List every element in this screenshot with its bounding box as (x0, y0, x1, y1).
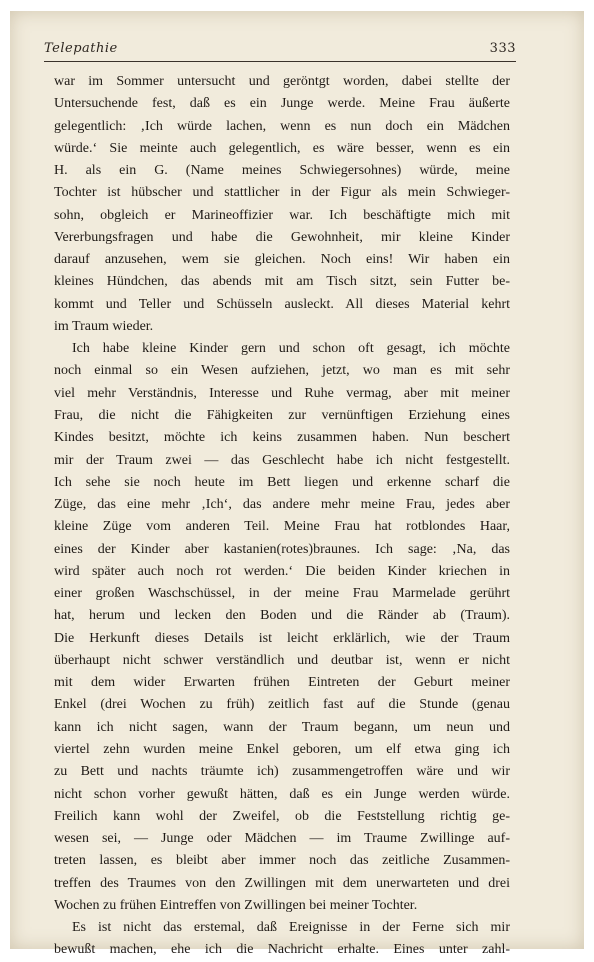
text-line: Frau, die nicht die Fähigkeiten zur vernünftigen Erziehung eines (54, 407, 510, 423)
text-line: Kindes besitzt, möchte ich keins zusammen haben. Nun beschert (54, 430, 510, 446)
text-line: im Traum wieder. (54, 318, 154, 334)
text-line: darauf anzusehen, wem sie gleichen. Noch eins! Wir haben ein (54, 252, 510, 268)
text-line: Ich sehe sie noch heute im Bett liegen und erkenne scharf die (54, 474, 510, 490)
text-line: Wochen zu frühen Eintreffen von Zwillingen bei meiner Tochter. (54, 897, 418, 913)
body-text (54, 71, 510, 962)
text-line: wird später auch noch rot werden.‘ Die beiden Kinder kriechen in (54, 563, 510, 579)
text-line: treten lassen, es bleibt aber immer noch das zeitliche Zusammen- (54, 853, 510, 869)
text-line: Untersuchende fest, daß es ein Junge werde. Meine Frau äußerte (54, 96, 510, 112)
text-line: mit dem wider Erwarten frühen Eintreten der Geburt meiner (54, 675, 510, 691)
text-line: mir der Traum zwei — das Geschlecht habe ich nicht festgestellt. (54, 452, 510, 468)
text-line: würde.‘ Sie meinte auch gelegentlich, es wäre besser, wenn es ein (54, 140, 510, 156)
text-line: Enkel (drei Wochen zu früh) zeitlich fast auf die Stunde (genau (54, 697, 510, 713)
text-line: war im Sommer untersucht und geröntgt worden, dabei stellte der (54, 74, 510, 89)
text-line: kommt und Teller und Schüsseln ausleckt. All dieses Material kehrt (54, 296, 510, 312)
text-line: sohn, obgleich er Marineoffizier war. Ich beschäftigte mich mit (54, 207, 510, 223)
text-line: Züge, das eine mehr ‚Ich‘, das andere mehr meine Frau, jedes aber (54, 497, 510, 513)
text-line: hat, herum und lecken den Boden und die Ränder ab (Traum). (54, 608, 510, 624)
text-line: noch einmal so ein Wesen aufziehen, jetzt, wo man es mit sehr (54, 363, 510, 379)
text-line: treffen des Traumes von den Zwillingen mit dem unerwarteten und drei (54, 875, 510, 891)
running-head (44, 41, 516, 59)
page-number: 333 (489, 41, 516, 56)
text-line: eines der Kinder aber kastanien(rotes)braunes. Ich sage: ‚Na, das (54, 541, 510, 557)
text-line: viel mehr Verständnis, Interesse und Ruhe vermag, aber mit meiner (54, 385, 510, 401)
running-head-title: Telepathie (44, 41, 118, 56)
text-line: kann ich nicht sagen, wann der Traum begann, um neun und (54, 719, 510, 735)
text-line: gelegentlich: ‚Ich würde lachen, wenn es nun doch ein Mädchen (54, 118, 510, 134)
text-line: bewußt machen, ehe ich die Nachricht erhalte. Eines unter zahl- (54, 942, 510, 958)
text-line: Die Herkunft dieses Details ist leicht erklärlich, wie der Traum (54, 630, 510, 646)
text-line: wesen sei, — Junge oder Mädchen — im Traume Zwillinge auf- (54, 831, 510, 847)
text-line: überhaupt nicht schwer verständlich und deutbar ist, wenn er nicht (54, 652, 510, 668)
text-line: nicht schon vorher gewußt hätten, daß es ein Junge werden würde. (54, 786, 510, 802)
text-line: Ich habe kleine Kinder gern und schon oft gesagt, ich möchte (72, 341, 510, 357)
text-line: Freilich kann wohl der Zweifel, ob die Feststellung richtig ge- (54, 808, 510, 824)
text-line: Tochter ist hübscher und stattlicher in der Figur als mein Schwieger- (54, 185, 510, 201)
text-line: Vererbungsfragen und habe die Gewohnheit, mir kleine Kinder (54, 229, 510, 245)
text-line: einer großen Waschschüssel, in der meine Frau Marmelade gerührt (54, 586, 510, 602)
header-rule (44, 61, 516, 62)
text-line: kleine Züge vom anderen Teil. Meine Frau hat rotblondes Haar, (54, 519, 510, 535)
text-line: zu Bett und nachts träumte ich) zusammengetroffen wäre und wir (54, 764, 510, 780)
text-line: H. als ein G. (Name meines Schwiegersohnes) würde, meine (54, 163, 510, 179)
text-line: viertel zehn wurden meine Enkel geboren, um elf etwa ging ich (54, 741, 510, 757)
text-line: Es ist nicht das erstemal, daß Ereignisse in der Ferne sich mir (72, 920, 510, 936)
text-line: kleines Hündchen, das abends mit am Tisch sitzt, sein Futter be- (54, 274, 510, 290)
